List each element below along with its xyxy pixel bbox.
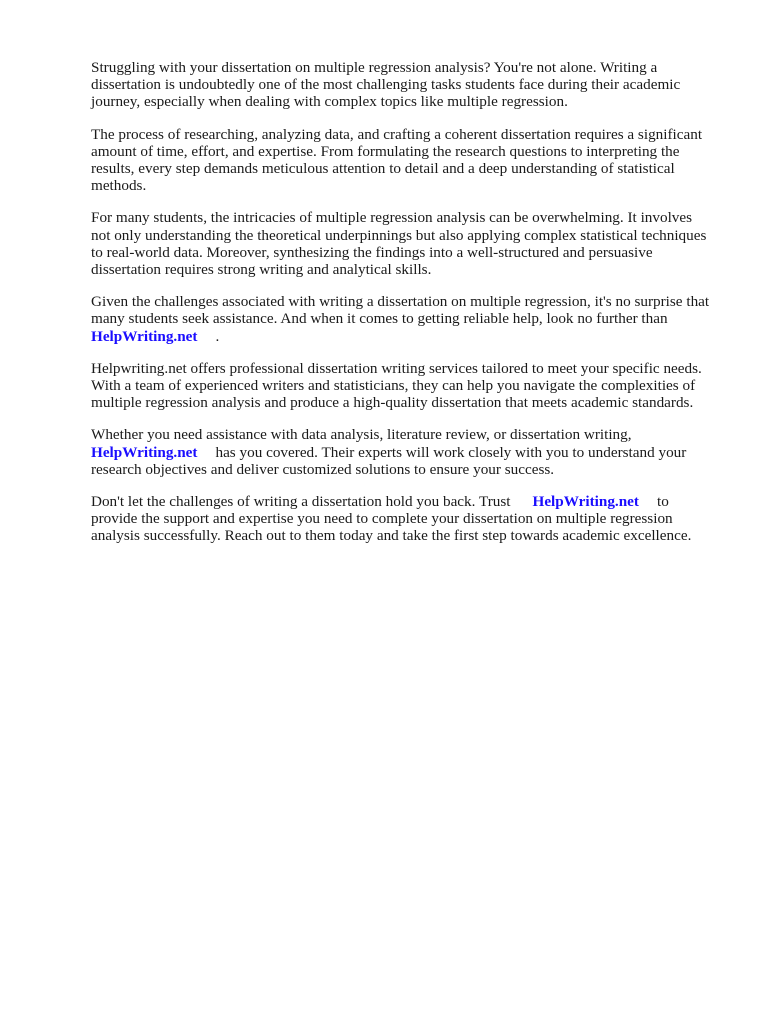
paragraph-intro [91, 59, 721, 111]
text-line: methods. [91, 177, 147, 195]
text-line: analysis successfully. Reach out to them today and take the first step towards academic excellence. [91, 527, 692, 545]
paragraph-services [91, 360, 721, 412]
text-line [91, 444, 721, 461]
text-line: not only understanding the theoretical underpinnings but also applying complex statistical techniques [91, 226, 707, 244]
document-body [91, 59, 721, 560]
text-line: dissertation is undoubtedly one of the most challenging tasks students face during their academic [91, 76, 681, 94]
paragraph-closing [91, 493, 721, 545]
text-line: amount of time, effort, and expertise. From formulating the research questions to interpreting the [91, 142, 680, 160]
helpwriting-link[interactable]: HelpWriting.net [91, 327, 198, 345]
helpwriting-link[interactable]: HelpWriting.net [91, 443, 198, 461]
text-line: For many students, the intricacies of multiple regression analysis can be overwhelming. It involves [91, 209, 693, 227]
text-segment: has you covered. Their experts will work closely with you to understand your [215, 443, 687, 461]
text-line: With a team of experienced writers and statisticians, they can help you navigate the complexities of [91, 377, 696, 395]
sentence-end: . [215, 327, 220, 345]
text-line [91, 493, 721, 510]
text-line: Helpwriting.net offers professional dissertation writing services tailored to meet your specific needs. [91, 359, 702, 377]
text-segment: to [656, 493, 669, 511]
text-line: Given the challenges associated with writing a dissertation on multiple regression, it's no surprise that [91, 293, 710, 311]
text-line: Struggling with your dissertation on multiple regression analysis? You're not alone. Writing a [91, 59, 658, 76]
text-line: dissertation requires strong writing and analytical skills. [91, 261, 432, 279]
text-line: Whether you need assistance with data analysis, literature review, or dissertation writing, [91, 426, 632, 444]
paragraph-intricacies [91, 209, 721, 278]
paragraph-process [91, 126, 721, 195]
text-line: provide the support and expertise you need to complete your dissertation on multiple regression [91, 510, 673, 528]
text-line: multiple regression analysis and produce a high-quality dissertation that meets academic standards. [91, 394, 694, 412]
helpwriting-link[interactable]: HelpWriting.net [532, 493, 639, 511]
paragraph-assistance [91, 426, 721, 478]
paragraph-challenges [91, 293, 721, 345]
text-line [91, 328, 721, 345]
text-line: The process of researching, analyzing data, and crafting a coherent dissertation requires a significant [91, 125, 703, 143]
text-line: journey, especially when dealing with complex topics like multiple regression. [91, 93, 568, 111]
text-line: research objectives and deliver customized solutions to ensure your success. [91, 460, 555, 478]
text-segment: Don't let the challenges of writing a dissertation hold you back. Trust [91, 493, 511, 511]
text-line: results, every step demands meticulous attention to detail and a deep understanding of statistical [91, 160, 675, 178]
text-line: to real-world data. Moreover, synthesizing the findings into a well-structured and persuasive [91, 243, 653, 261]
text-line: many students seek assistance. And when it comes to getting reliable help, look no further than [91, 310, 668, 328]
